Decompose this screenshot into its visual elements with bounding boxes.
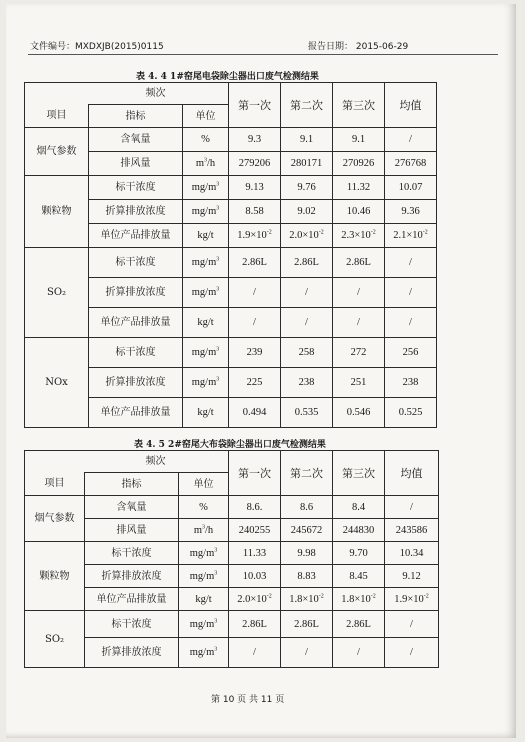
value-cell: 238: [385, 368, 437, 398]
value-cell: $1.8\times 10^{-2}$: [333, 588, 385, 611]
row-unit: kg/t: [183, 308, 229, 338]
value-cell: /: [385, 496, 439, 519]
row-index: 标干浓度: [89, 176, 183, 200]
value-cell: 279206: [229, 152, 281, 176]
value-cell: 0.546: [333, 398, 385, 428]
value-cell: 8.45: [333, 565, 385, 588]
row-unit: $m^3/h$: [179, 519, 229, 542]
row-index: 单位产品排放量: [89, 398, 183, 428]
value-cell: /: [385, 278, 437, 308]
value-cell: /: [333, 638, 385, 668]
table-row: [25, 638, 439, 668]
value-cell: /: [281, 308, 333, 338]
value-cell: 9.02: [281, 200, 333, 224]
t2-col-4: 均值: [385, 451, 439, 496]
t2-head-unit: 单位: [179, 473, 229, 496]
value-cell: $2.1\times 10^{-2}$: [385, 224, 437, 248]
value-cell: /: [333, 278, 385, 308]
table-row: [25, 588, 439, 611]
value-cell: $2.0\times 10^{-2}$: [281, 224, 333, 248]
table1: [24, 82, 437, 428]
row-unit: %: [183, 128, 229, 152]
group-label: SO₂: [25, 248, 89, 338]
row-index: 排风量: [89, 152, 183, 176]
row-index: 折算排放浓度: [89, 368, 183, 398]
value-cell: $1.8\times 10^{-2}$: [281, 588, 333, 611]
value-cell: 280171: [281, 152, 333, 176]
row-unit: kg/t: [183, 224, 229, 248]
value-cell: /: [281, 278, 333, 308]
table-row: [25, 519, 439, 542]
t1-col-4: 均值: [385, 83, 437, 128]
table-row: [25, 542, 439, 565]
t2-head-item: 项目: [25, 473, 85, 496]
row-unit: $mg/m^3$: [183, 248, 229, 278]
value-cell: 10.03: [229, 565, 281, 588]
group-label: 烟气参数: [25, 128, 89, 176]
value-cell: $2.3\times 10^{-2}$: [333, 224, 385, 248]
value-cell: 11.32: [333, 176, 385, 200]
t2-col-2: 第二次: [281, 451, 333, 496]
value-cell: 272: [333, 338, 385, 368]
row-unit: $mg/m^3$: [183, 176, 229, 200]
t2-head-pinci: 频次: [25, 451, 229, 473]
row-index: 含氧量: [85, 496, 179, 519]
value-cell: /: [229, 308, 281, 338]
value-cell: 243586: [385, 519, 439, 542]
value-cell: 2.86L: [281, 611, 333, 638]
value-cell: /: [385, 611, 439, 638]
row-index: 单位产品排放量: [89, 224, 183, 248]
group-label: 颗粒物: [25, 176, 89, 248]
t1-head-item: 项目: [25, 105, 89, 128]
row-unit: $mg/m^3$: [183, 200, 229, 224]
row-index: 折算排放浓度: [85, 565, 179, 588]
table-row: [25, 248, 437, 278]
row-unit: $mg/m^3$: [179, 542, 229, 565]
group-label: NOx: [25, 338, 89, 428]
table-row: [25, 565, 439, 588]
value-cell: 2.86L: [333, 248, 385, 278]
table1-caption: 表 4. 4 1#窑尾电袋除尘器出口废气检测结果: [136, 72, 319, 82]
row-index: 折算排放浓度: [89, 200, 183, 224]
value-cell: /: [385, 128, 437, 152]
row-unit: kg/t: [179, 588, 229, 611]
table-row: [25, 338, 437, 368]
value-cell: 8.83: [281, 565, 333, 588]
value-cell: 240255: [229, 519, 281, 542]
row-unit: $mg/m^3$: [183, 278, 229, 308]
value-cell: /: [229, 278, 281, 308]
value-cell: 0.494: [229, 398, 281, 428]
value-cell: $1.9\times 10^{-2}$: [385, 588, 439, 611]
row-unit: %: [179, 496, 229, 519]
group-label: SO₂: [25, 611, 85, 668]
value-cell: 9.1: [333, 128, 385, 152]
t1-col-3: 第三次: [333, 83, 385, 128]
report-date: 报告日期： 2015-06-29: [308, 42, 409, 52]
t2-col-1: 第一次: [229, 451, 281, 496]
group-label: 颗粒物: [25, 542, 85, 611]
value-cell: 256: [385, 338, 437, 368]
value-cell: 8.4: [333, 496, 385, 519]
row-unit: $mg/m^3$: [179, 611, 229, 638]
t2-col-3: 第三次: [333, 451, 385, 496]
table-row: [25, 611, 439, 638]
value-cell: 2.86L: [229, 248, 281, 278]
value-cell: 251: [333, 368, 385, 398]
row-unit: $mg/m^3$: [179, 638, 229, 668]
value-cell: 9.1: [281, 128, 333, 152]
row-index: 标干浓度: [85, 611, 179, 638]
value-cell: /: [281, 638, 333, 668]
value-cell: 239: [229, 338, 281, 368]
value-cell: /: [385, 248, 437, 278]
table-row: [25, 128, 437, 152]
value-cell: 9.76: [281, 176, 333, 200]
t1-head-unit: 单位: [183, 105, 229, 128]
row-index: 标干浓度: [89, 248, 183, 278]
value-cell: 8.6: [281, 496, 333, 519]
value-cell: 2.86L: [229, 611, 281, 638]
row-index: 折算排放浓度: [89, 278, 183, 308]
page-footer: 第 10 页 共 11 页: [211, 695, 285, 705]
value-cell: 276768: [385, 152, 437, 176]
value-cell: 10.34: [385, 542, 439, 565]
value-cell: 238: [281, 368, 333, 398]
value-cell: 9.3: [229, 128, 281, 152]
row-index: 排风量: [85, 519, 179, 542]
value-cell: 0.525: [385, 398, 437, 428]
value-cell: 270926: [333, 152, 385, 176]
row-unit: kg/t: [183, 398, 229, 428]
row-index: 含氧量: [89, 128, 183, 152]
table-row: [25, 176, 437, 200]
value-cell: 8.58: [229, 200, 281, 224]
value-cell: 245672: [281, 519, 333, 542]
value-cell: 258: [281, 338, 333, 368]
table-row: [25, 496, 439, 519]
value-cell: 2.86L: [333, 611, 385, 638]
row-index: 单位产品排放量: [85, 588, 179, 611]
value-cell: 10.07: [385, 176, 437, 200]
value-cell: 9.13: [229, 176, 281, 200]
value-cell: 9.70: [333, 542, 385, 565]
value-cell: 2.86L: [281, 248, 333, 278]
value-cell: 11.33: [229, 542, 281, 565]
value-cell: $1.9\times 10^{-2}$: [229, 224, 281, 248]
row-index: 标干浓度: [89, 338, 183, 368]
row-index: 标干浓度: [85, 542, 179, 565]
value-cell: 8.6.: [229, 496, 281, 519]
value-cell: 9.98: [281, 542, 333, 565]
row-index: 单位产品排放量: [89, 308, 183, 338]
row-unit: $mg/m^3$: [183, 368, 229, 398]
table2-caption: 表 4. 5 2#窑尾大布袋除尘器出口废气检测结果: [134, 440, 326, 450]
t1-head-pinci: 频次: [25, 83, 229, 105]
value-cell: $2.0\times 10^{-2}$: [229, 588, 281, 611]
row-unit: $mg/m^3$: [179, 565, 229, 588]
value-cell: 0.535: [281, 398, 333, 428]
value-cell: 244830: [333, 519, 385, 542]
document-page: [6, 4, 516, 738]
t1-col-1: 第一次: [229, 83, 281, 128]
header-rule: [28, 54, 498, 55]
row-index: 折算排放浓度: [85, 638, 179, 668]
t2-head-index: 指标: [85, 473, 179, 496]
value-cell: 225: [229, 368, 281, 398]
row-unit: $mg/m^3$: [183, 338, 229, 368]
value-cell: /: [385, 638, 439, 668]
value-cell: 9.36: [385, 200, 437, 224]
value-cell: 10.46: [333, 200, 385, 224]
group-label: 烟气参数: [25, 496, 85, 542]
value-cell: /: [333, 308, 385, 338]
t1-col-2: 第二次: [281, 83, 333, 128]
doc-number: 文件编号：MXDXJB(2015)0115: [30, 42, 164, 52]
table2: [24, 450, 439, 668]
value-cell: /: [229, 638, 281, 668]
row-unit: $m^3/h$: [183, 152, 229, 176]
value-cell: /: [385, 308, 437, 338]
t1-head-index: 指标: [89, 105, 183, 128]
value-cell: 9.12: [385, 565, 439, 588]
